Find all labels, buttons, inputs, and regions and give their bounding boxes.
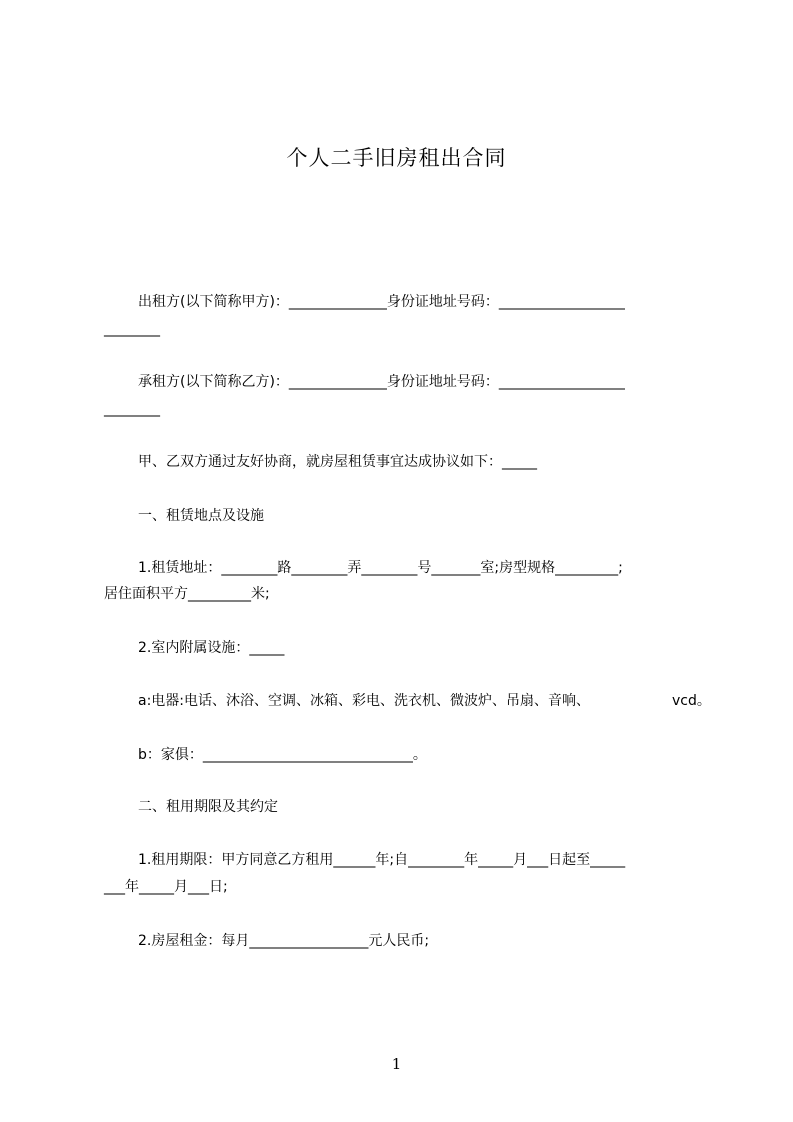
lessor-line: 出租方(以下简称甲方)：______________身份证地址号码：__________________ <box>138 294 625 310</box>
appliances-list: a:电器:电话、沐浴、空调、冰箱、彩电、洗衣机、微波炉、吊扇、音响、 <box>138 693 591 709</box>
lease-term-clause-continued: ___年_____月___日; <box>104 879 228 895</box>
furniture-line: b：家俱：______________________________。 <box>138 747 427 763</box>
agreement-intro: 甲、乙双方通过友好协商，就房屋租赁事宜达成协议如下：_____ <box>138 454 537 470</box>
lessee-line: 承租方(以下简称乙方)：______________身份证地址号码：__________________ <box>138 374 625 390</box>
rental-address-clause-continued: 居住面积平方_________米; <box>104 586 270 602</box>
lessor-line-continued: ________ <box>104 321 160 337</box>
appliances-list-end: vcd。 <box>672 693 711 709</box>
rental-address-clause: 1.租赁地址：________路________弄________号_______室;房型规格_________; <box>138 560 623 576</box>
section-heading-term: 二、租用期限及其约定 <box>138 799 278 815</box>
document-title: 个人二手旧房租出合同 <box>286 146 507 170</box>
lease-term-clause: 1.租用期限：甲方同意乙方租用______年;自________年_____月___日起至_____ <box>138 852 626 868</box>
lessee-line-continued: ________ <box>104 401 160 417</box>
rent-clause: 2.房屋租金：每月_________________元人民币; <box>138 933 430 949</box>
section-heading-location: 一、租赁地点及设施 <box>138 508 264 524</box>
page-number: 1 <box>391 1055 402 1073</box>
facilities-clause: 2.室内附属设施：_____ <box>138 640 285 656</box>
